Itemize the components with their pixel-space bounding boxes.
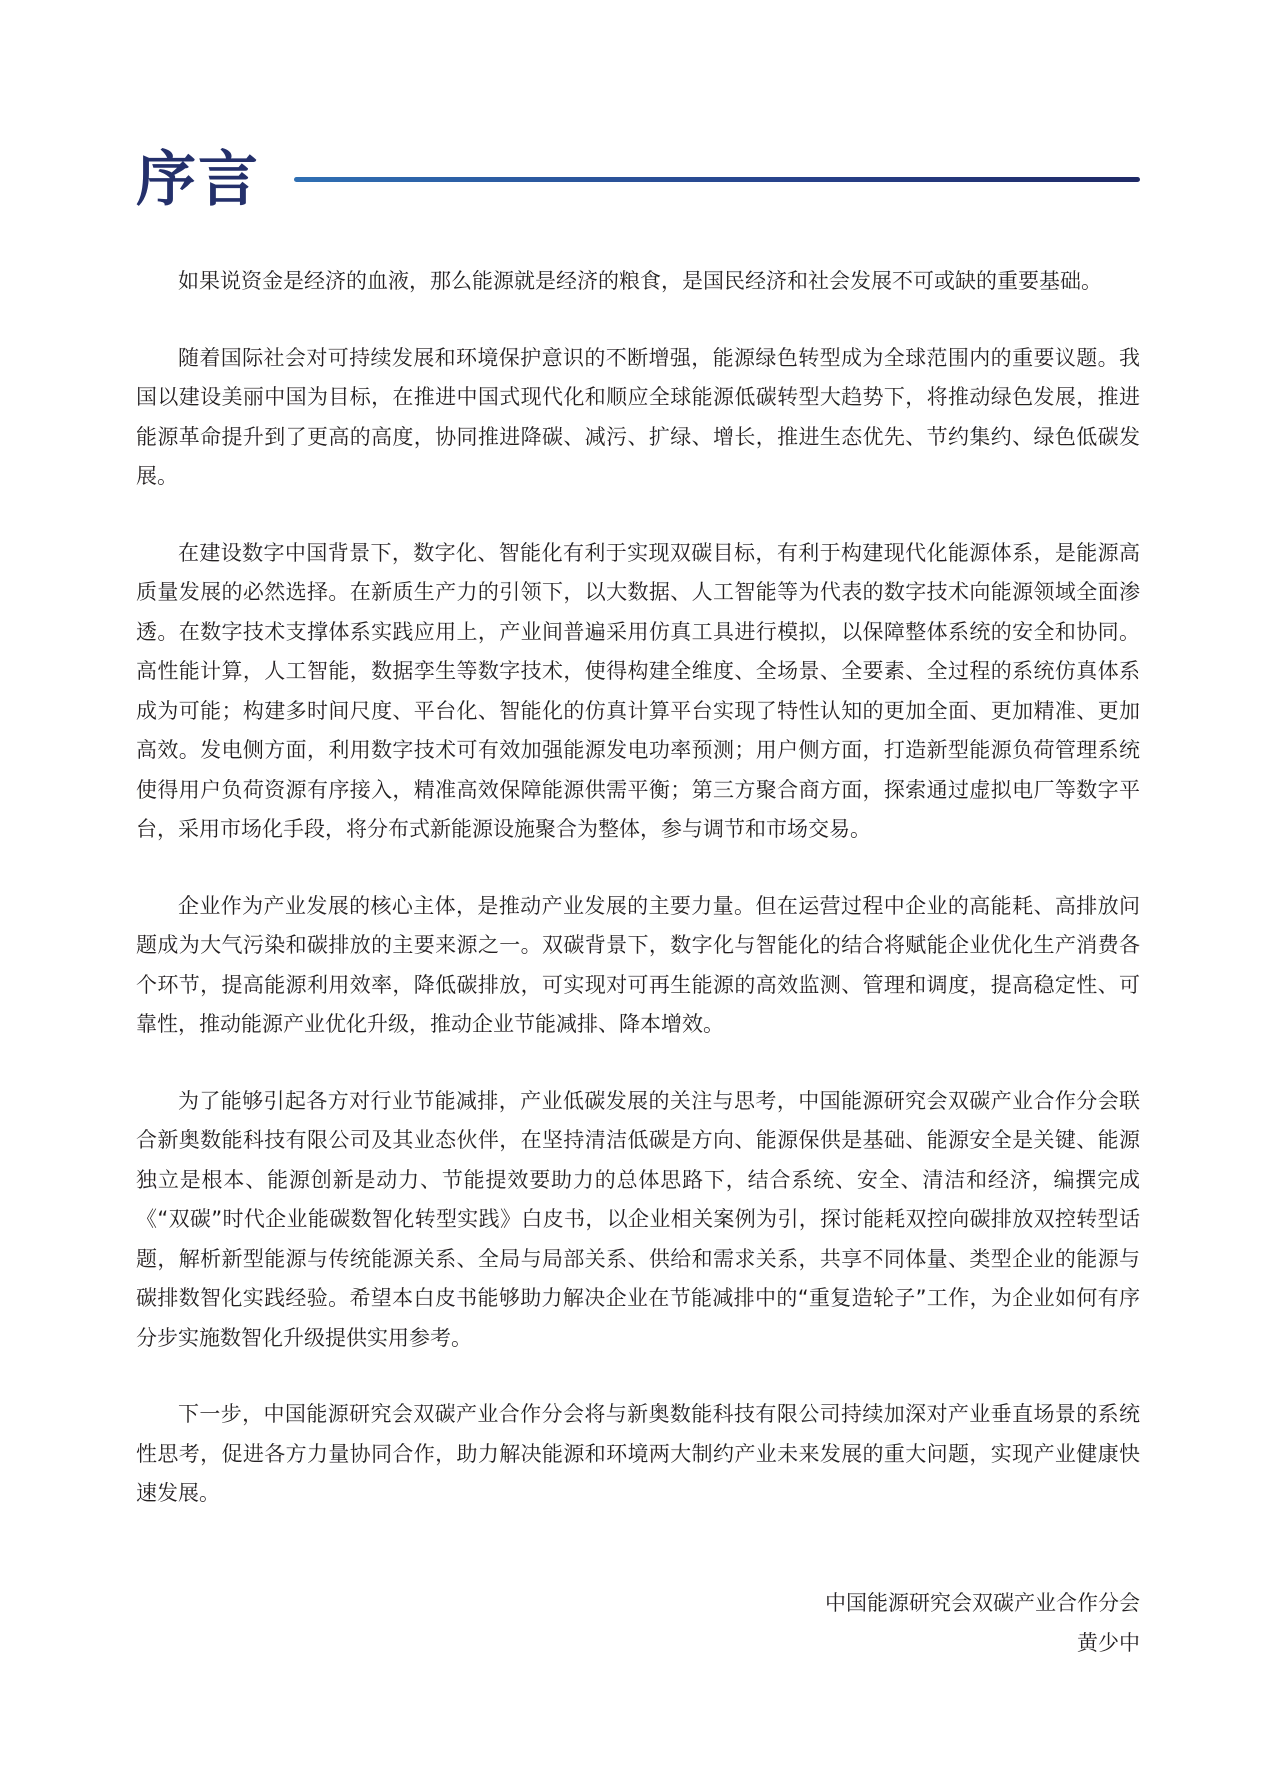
signature-organization: 中国能源研究会双碳产业合作分会: [825, 1591, 1140, 1615]
paragraph-6: 下一步，中国能源研究会双碳产业合作分会将与新奥数能科技有限公司持续加深对产业垂直场景的系统性思考，促进各方力量协同合作，助力解决能源和环境两大制约产业未来发展的重大问题，实现产业健康快速发展。: [136, 1402, 1140, 1505]
signature-block: [825, 1583, 1140, 1663]
paragraph-5: 为了能够引起各方对行业节能减排，产业低碳发展的关注与思考，中国能源研究会双碳产业合作分会联合新奥数能科技有限公司及其业态伙伴，在坚持清洁低碳是方向、能源保供是基础、能源安全是关键、能源独立是根本、能源创新是动力、节能提效要助力的总体思路下，结合系统、安全、清洁和经济，编撰完成《“双碳”时代企业能碳数智化转型实践》白皮书，以企业相关案例为引，探讨能耗双控向碳排放双控转型话题，解析新型能源与传统能源关系、全局与局部关系、供给和需求关系，共享不同体量、类型企业的能源与碳排数智化实践经验。希望本白皮书能够助力解决企业在节能减排中的“重复造轮子”工作，为企业如何有序分步实施数智化升级提供实用参考。: [136, 1088, 1140, 1350]
title-divider: [294, 177, 1140, 182]
preface-body: [136, 262, 1140, 1551]
page-title: 序言: [136, 145, 260, 215]
page-header: [136, 140, 1140, 220]
signature-name: 黄少中: [1077, 1631, 1140, 1655]
paragraph-4: 企业作为产业发展的核心主体，是推动产业发展的主要力量。但在运营过程中企业的高能耗、高排放问题成为大气污染和碳排放的主要来源之一。双碳背景下，数字化与智能化的结合将赋能企业优化生产消费各个环节，提高能源利用效率，降低碳排放，可实现对可再生能源的高效监测、管理和调度，提高稳定性、可靠性，推动能源产业优化升级，推动企业节能减排、降本增效。: [136, 893, 1140, 1036]
paragraph-2: 随着国际社会对可持续发展和环境保护意识的不断增强，能源绿色转型成为全球范围内的重要议题。我国以建设美丽中国为目标，在推进中国式现代化和顺应全球能源低碳转型大趋势下，将推动绿色发展，推进能源革命提升到了更高的高度，协同推进降碳、减污、扩绿、增长，推进生态优先、节约集约、绿色低碳发展。: [136, 345, 1140, 488]
document-page: [136, 0, 1140, 1790]
paragraph-3: 在建设数字中国背景下，数字化、智能化有利于实现双碳目标，有利于构建现代化能源体系，是能源高质量发展的必然选择。在新质生产力的引领下，以大数据、人工智能等为代表的数字技术向能源领域全面渗透。在数字技术支撑体系实践应用上，产业间普遍采用仿真工具进行模拟，以保障整体系统的安全和协同。高性能计算，人工智能，数据孪生等数字技术，使得构建全维度、全场景、全要素、全过程的系统仿真体系成为可能；构建多时间尺度、平台化、智能化的仿真计算平台实现了特性认知的更加全面、更加精准、更加高效。发电侧方面，利用数字技术可有效加强能源发电功率预测；用户侧方面，打造新型能源负荷管理系统使得用户负荷资源有序接入，精准高效保障能源供需平衡；第三方聚合商方面，探索通过虚拟电厂等数字平台，采用市场化手段，将分布式新能源设施聚合为整体，参与调节和市场交易。: [136, 540, 1140, 841]
paragraph-1: 如果说资金是经济的血液，那么能源就是经济的粮食，是国民经济和社会发展不可或缺的重要基础。: [178, 269, 1102, 293]
